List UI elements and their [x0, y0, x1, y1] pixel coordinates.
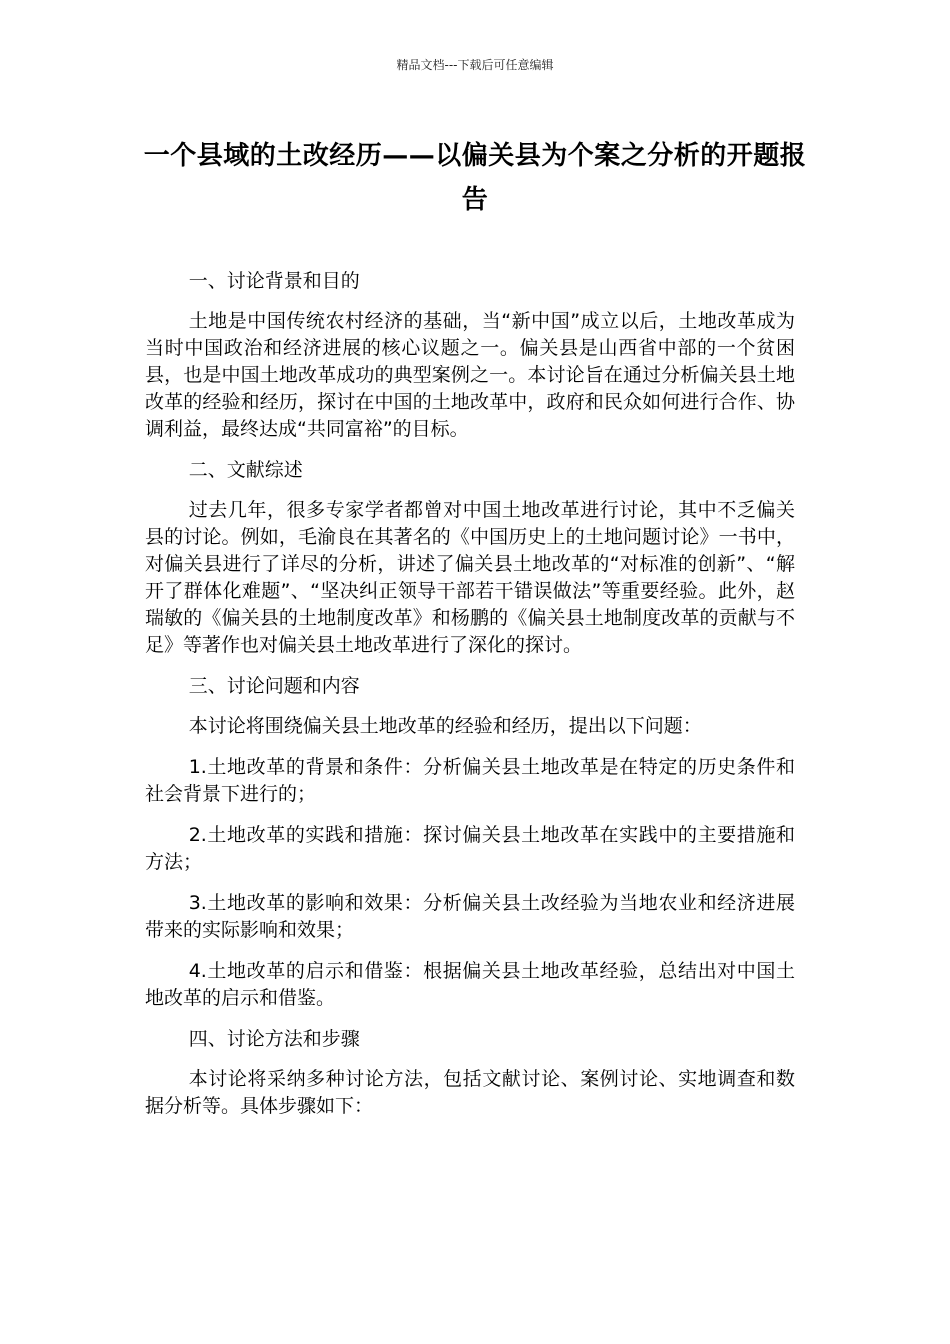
- list-item-question-4: 4.土地改革的启示和借鉴：根据偏关县土地改革经验，总结出对中国土地改革的启示和借鉴。: [145, 960, 795, 1009]
- document-title: 一个县域的土改经历——以偏关县为个案之分析的开题报告: [143, 141, 807, 215]
- paragraph-background: 土地是中国传统农村经济的基础，当“新中国”成立以后，土地改革成为当时中国政治和经济进展的核心议题之一。偏关县是山西省中部的一个贫困县，也是中国土地改革成功的典型案例之一。本讨论旨在通过分析偏关县土地改革的经验和经历，探讨在中国的土地改革中，政府和民众如何进行合作、协调利益，最终达成“共同富裕”的目标。: [145, 310, 795, 440]
- section-heading-methods: 四、讨论方法和步骤: [188, 1028, 360, 1050]
- paragraph-methods: 本讨论将采纳多种讨论方法，包括文献讨论、案例讨论、实地调查和数据分析等。具体步骤如下：: [145, 1068, 795, 1117]
- page-header: 精品文档---下载后可任意编辑: [396, 58, 554, 72]
- section-heading-literature: 二、文献综述: [188, 459, 303, 481]
- list-item-question-3: 3.土地改革的影响和效果：分析偏关县土改经验为当地农业和经济进展带来的实际影响和效果；: [145, 892, 795, 941]
- section-heading-questions: 三、讨论问题和内容: [188, 675, 360, 697]
- document-body: [145, 268, 795, 1134]
- list-item-question-1: 1.土地改革的背景和条件：分析偏关县土地改革是在特定的历史条件和社会背景下进行的；: [145, 756, 795, 805]
- list-item-question-2: 2.土地改革的实践和措施：探讨偏关县土地改革在实践中的主要措施和方法；: [145, 824, 795, 873]
- paragraph-literature: 过去几年，很多专家学者都曾对中国土地改革进行讨论，其中不乏偏关县的讨论。例如，毛渝良在其著名的《中国历史上的土地问题讨论》一书中，对偏关县进行了详尽的分析，讲述了偏关县土地改革的“对标准的创新”、“解开了群体化难题”、“坚决纠正领导干部若干错误做法”等重要经验。此外，赵瑞敏的《偏关县的土地制度改革》和杨鹏的《偏关县土地制度改革的贡献与不足》等著作也对偏关县土地改革进行了深化的探讨。: [145, 499, 795, 656]
- paragraph-questions-intro: 本讨论将围绕偏关县土地改革的经验和经历，提出以下问题：: [188, 715, 702, 737]
- section-heading-background: 一、讨论背景和目的: [188, 270, 360, 292]
